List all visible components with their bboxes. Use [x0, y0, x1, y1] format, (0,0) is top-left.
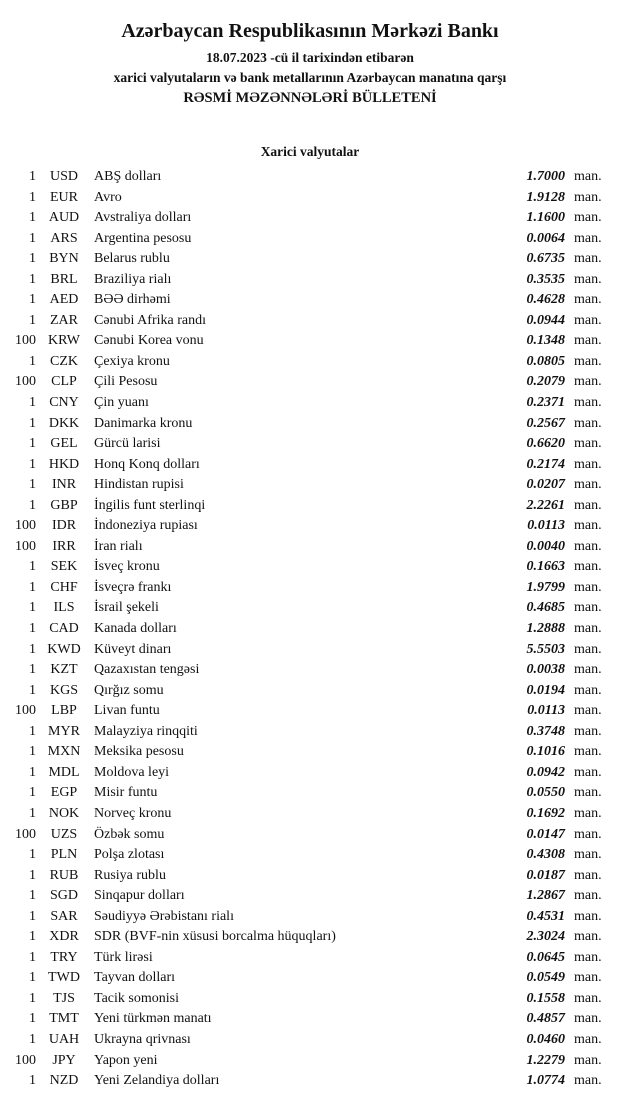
currency-name: Çin yuanı	[94, 395, 149, 411]
rate-row	[0, 290, 620, 311]
currency-name: Polşa zlotası	[94, 847, 165, 863]
rate-value: 0.4685	[526, 600, 565, 616]
currency-name: Avstraliya dolları	[94, 210, 192, 226]
currency-name: Ukrayna qrivnası	[94, 1031, 191, 1047]
rate-quantity: 1	[29, 805, 36, 821]
rate-value: 0.4628	[526, 292, 565, 308]
currency-code: MYR	[48, 723, 80, 739]
currency-code: LBP	[51, 703, 77, 719]
currency-name: Yeni türkmən manatı	[94, 1011, 212, 1027]
currency-name: Argentina pesosu	[94, 230, 192, 246]
rate-quantity: 1	[29, 929, 36, 945]
rate-value: 5.5503	[526, 641, 565, 657]
currency-code: USD	[49, 169, 78, 184]
rate-quantity: 1	[29, 662, 36, 678]
currency-code: CNY	[49, 395, 79, 411]
rate-value: 0.4308	[526, 847, 565, 863]
rate-value: 1.2279	[526, 1052, 565, 1068]
currency-code: AED	[49, 292, 79, 308]
unit-label: man.	[574, 415, 602, 431]
rate-quantity: 1	[29, 579, 36, 595]
rate-value: 0.4531	[526, 908, 565, 924]
rate-quantity: 100	[15, 826, 36, 842]
unit-label: man.	[574, 210, 602, 226]
currency-name: Yeni Zelandiya dolları	[94, 1073, 220, 1089]
currency-code: ARS	[50, 230, 78, 246]
unit-label: man.	[574, 230, 602, 246]
rate-row	[0, 825, 620, 846]
currency-code: KRW	[48, 333, 80, 349]
unit-label: man.	[574, 1011, 602, 1027]
unit-label: man.	[574, 477, 602, 493]
rate-value: 0.6735	[526, 251, 565, 267]
currency-name: Çexiya kronu	[94, 353, 170, 369]
rate-quantity: 1	[29, 785, 36, 801]
section-title-foreign-currencies: Xarici valyutalar	[260, 144, 360, 159]
unit-label: man.	[574, 374, 602, 390]
unit-label: man.	[574, 579, 602, 595]
rate-quantity: 1	[29, 908, 36, 924]
unit-label: man.	[574, 1031, 602, 1047]
rate-quantity: 1	[29, 723, 36, 739]
rate-quantity: 1	[29, 477, 36, 493]
currency-name: Qazaxıstan tengəsi	[94, 662, 200, 678]
rate-value: 0.1663	[526, 559, 565, 575]
rate-quantity: 100	[15, 538, 36, 554]
rate-quantity: 1	[29, 641, 36, 657]
rate-quantity: 1	[29, 230, 36, 246]
rate-value: 0.0064	[526, 230, 565, 246]
currency-code: UAH	[48, 1031, 80, 1047]
rate-value: 0.2174	[526, 456, 565, 472]
currency-code: AUD	[48, 210, 80, 226]
unit-label: man.	[574, 600, 602, 616]
rate-row	[0, 557, 620, 578]
rate-value: 0.0113	[527, 518, 565, 534]
rate-value: 0.0944	[526, 312, 565, 328]
rate-value: 0.3748	[526, 723, 565, 739]
currency-code: BRL	[50, 271, 78, 287]
unit-label: man.	[574, 1073, 602, 1089]
currency-name: Norveç kronu	[94, 805, 172, 821]
rate-row	[0, 578, 620, 599]
currency-code: ZAR	[50, 312, 78, 328]
rate-quantity: 1	[29, 744, 36, 760]
rate-row	[0, 927, 620, 948]
rate-value: 0.2079	[526, 374, 565, 390]
currency-code: TMT	[49, 1011, 79, 1027]
rate-row	[0, 414, 620, 435]
currency-name: Sinqapur dolları	[94, 888, 185, 904]
unit-label: man.	[574, 785, 602, 801]
rate-row	[0, 866, 620, 887]
currency-name: Türk lirəsi	[94, 949, 153, 965]
rate-row	[0, 455, 620, 476]
rate-row	[0, 167, 620, 188]
currency-code: CHF	[50, 579, 78, 595]
rate-value: 2.2261	[526, 497, 565, 513]
rate-quantity: 1	[29, 867, 36, 883]
currency-name: Livan funtu	[94, 703, 160, 719]
rate-value: 0.0460	[526, 1031, 565, 1047]
unit-label: man.	[574, 559, 602, 575]
currency-name: Çili Pesosu	[94, 374, 158, 390]
rate-quantity: 1	[29, 949, 36, 965]
rate-value: 0.0550	[526, 785, 565, 801]
rate-quantity: 1	[29, 353, 36, 369]
currency-code: NOK	[48, 805, 80, 821]
rate-value: 0.1348	[526, 333, 565, 349]
rate-row	[0, 537, 620, 558]
currency-code: SGD	[49, 888, 78, 904]
rate-row	[0, 208, 620, 229]
rate-quantity: 1	[29, 271, 36, 287]
unit-label: man.	[574, 826, 602, 842]
rate-quantity: 100	[15, 518, 36, 534]
currency-code: ILS	[53, 600, 75, 616]
unit-label: man.	[574, 682, 602, 698]
unit-label: man.	[574, 456, 602, 472]
rates-table	[0, 167, 620, 1092]
rate-row	[0, 640, 620, 661]
rate-row	[0, 989, 620, 1010]
rate-value: 1.1600	[526, 210, 565, 226]
currency-name: SDR (BVF-nin xüsusi borcalma hüquqları)	[94, 929, 336, 945]
bulletin-header	[0, 0, 620, 107]
rate-quantity: 1	[29, 169, 36, 184]
rate-row	[0, 619, 620, 640]
rate-quantity: 100	[15, 703, 36, 719]
currency-code: XDR	[49, 929, 79, 945]
unit-label: man.	[574, 333, 602, 349]
currency-code: TJS	[53, 990, 75, 1006]
rate-row	[0, 968, 620, 989]
rate-value: 1.2867	[526, 888, 565, 904]
currency-code: EUR	[50, 189, 78, 205]
rate-quantity: 1	[29, 1073, 36, 1089]
rate-row	[0, 763, 620, 784]
rate-value: 0.0040	[526, 538, 565, 554]
rate-row	[0, 496, 620, 517]
unit-label: man.	[574, 867, 602, 883]
rate-value: 0.0113	[527, 703, 565, 719]
rate-quantity: 1	[29, 210, 36, 226]
currency-code: INR	[51, 477, 77, 493]
currency-name: Braziliya rialı	[94, 271, 172, 287]
unit-label: man.	[574, 990, 602, 1006]
unit-label: man.	[574, 538, 602, 554]
unit-label: man.	[574, 929, 602, 945]
rate-value: 0.0805	[526, 353, 565, 369]
unit-label: man.	[574, 621, 602, 637]
currency-name: Səudiyyə Ərəbistanı rialı	[94, 908, 234, 924]
currency-name: Belarus rublu	[94, 251, 170, 267]
unit-label: man.	[574, 744, 602, 760]
rate-row	[0, 393, 620, 414]
currency-name: ABŞ dolları	[94, 169, 162, 184]
currency-code: RUB	[49, 867, 79, 883]
rate-value: 1.9128	[526, 189, 565, 205]
unit-label: man.	[574, 662, 602, 678]
currency-code: KWD	[47, 641, 81, 657]
rate-row	[0, 475, 620, 496]
unit-label: man.	[574, 395, 602, 411]
rate-value: 1.2888	[526, 621, 565, 637]
rate-row	[0, 1051, 620, 1072]
currency-code: MXN	[47, 744, 81, 760]
rate-quantity: 1	[29, 251, 36, 267]
rate-value: 0.2371	[526, 395, 565, 411]
rate-row	[0, 701, 620, 722]
unit-label: man.	[574, 312, 602, 328]
rate-quantity: 1	[29, 189, 36, 205]
currency-name: İsveçrə frankı	[94, 579, 172, 595]
rate-row	[0, 229, 620, 250]
currency-code: UZS	[50, 826, 78, 842]
currency-code: HKD	[48, 456, 80, 472]
rate-row	[0, 907, 620, 928]
currency-name: İndoneziya rupiası	[94, 518, 198, 534]
currency-code: SAR	[50, 908, 78, 924]
currency-code: GBP	[50, 497, 78, 513]
rate-value: 0.6620	[526, 436, 565, 452]
unit-label: man.	[574, 189, 602, 205]
rate-value: 0.1558	[526, 990, 565, 1006]
rate-quantity: 1	[29, 621, 36, 637]
rate-quantity: 1	[29, 395, 36, 411]
rate-value: 0.0147	[526, 826, 565, 842]
rate-value: 0.0207	[526, 477, 565, 493]
rate-row	[0, 1009, 620, 1030]
currency-name: Honq Konq dolları	[94, 456, 200, 472]
rate-quantity: 1	[29, 847, 36, 863]
currency-name: İsrail şekeli	[94, 600, 159, 616]
currency-name: Hindistan rupisi	[94, 477, 184, 493]
currency-name: Özbək somu	[94, 826, 165, 842]
rate-row	[0, 188, 620, 209]
currency-name: İngilis funt sterlinqi	[94, 497, 206, 513]
currency-name: Kanada dolları	[94, 621, 177, 637]
rate-quantity: 1	[29, 764, 36, 780]
rate-quantity: 1	[29, 436, 36, 452]
currency-code: NZD	[49, 1073, 79, 1089]
rate-value: 1.9799	[526, 579, 565, 595]
rate-quantity: 1	[29, 970, 36, 986]
unit-label: man.	[574, 908, 602, 924]
unit-label: man.	[574, 970, 602, 986]
currency-code: CAD	[49, 621, 79, 637]
unit-label: man.	[574, 949, 602, 965]
currency-name: Küveyt dinarı	[94, 641, 172, 657]
unit-label: man.	[574, 888, 602, 904]
unit-label: man.	[574, 847, 602, 863]
rate-row	[0, 1071, 620, 1092]
currency-code: KZT	[50, 662, 78, 678]
rate-value: 2.3024	[526, 929, 565, 945]
rate-row	[0, 886, 620, 907]
unit-label: man.	[574, 251, 602, 267]
rate-quantity: 100	[15, 333, 36, 349]
currency-code: IRR	[52, 538, 76, 554]
rate-value: 0.0645	[526, 949, 565, 965]
unit-label: man.	[574, 641, 602, 657]
unit-label: man.	[574, 497, 602, 513]
rate-value: 0.3535	[526, 271, 565, 287]
currency-name: Tayvan dolları	[94, 970, 176, 986]
unit-label: man.	[574, 292, 602, 308]
rate-value: 0.0187	[526, 867, 565, 883]
currency-name: Meksika pesosu	[94, 744, 184, 760]
unit-label: man.	[574, 353, 602, 369]
currency-name: Cənubi Korea vonu	[94, 333, 204, 349]
unit-label: man.	[574, 703, 602, 719]
rate-quantity: 1	[29, 292, 36, 308]
rate-value: 0.0549	[526, 970, 565, 986]
rate-quantity: 1	[29, 600, 36, 616]
currency-name: İran rialı	[94, 538, 143, 554]
unit-label: man.	[574, 1052, 602, 1068]
rate-quantity: 1	[29, 312, 36, 328]
currency-name: Rusiya rublu	[94, 867, 166, 883]
rate-row	[0, 516, 620, 537]
rate-row	[0, 249, 620, 270]
rate-row	[0, 722, 620, 743]
rate-quantity: 100	[15, 1052, 36, 1068]
currency-name: Gürcü larisi	[94, 436, 161, 452]
rate-row	[0, 372, 620, 393]
rate-quantity: 1	[29, 888, 36, 904]
rate-value: 1.0774	[526, 1073, 565, 1089]
rate-quantity: 1	[29, 990, 36, 1006]
bulletin-title: RƏSMİ MƏZƏNNƏLƏRİ BÜLLETENİ	[183, 90, 437, 106]
rate-value: 0.1692	[526, 805, 565, 821]
currency-name: Misir funtu	[94, 785, 158, 801]
rate-quantity: 1	[29, 456, 36, 472]
currency-code: TRY	[50, 949, 78, 965]
rate-row	[0, 331, 620, 352]
rate-row	[0, 270, 620, 291]
currency-name: Yapon yeni	[94, 1052, 158, 1068]
rate-quantity: 1	[29, 1011, 36, 1027]
currency-name: Avro	[94, 189, 122, 205]
currency-name: Cənubi Afrika randı	[94, 312, 206, 328]
currency-code: MDL	[48, 764, 80, 780]
currency-name: Malayziya rinqqiti	[94, 723, 198, 739]
rate-row	[0, 804, 620, 825]
rate-row	[0, 352, 620, 373]
currency-code: PLN	[50, 847, 78, 863]
rate-quantity: 1	[29, 682, 36, 698]
unit-label: man.	[574, 723, 602, 739]
currency-code: CZK	[50, 353, 78, 369]
unit-label: man.	[574, 764, 602, 780]
rate-row	[0, 783, 620, 804]
currency-code: CLP	[51, 374, 77, 390]
currency-code: JPY	[52, 1052, 76, 1068]
unit-label: man.	[574, 169, 602, 184]
unit-label: man.	[574, 271, 602, 287]
currency-name: BƏƏ dirhəmi	[94, 292, 171, 308]
rate-row	[0, 660, 620, 681]
bulletin-subtitle: xarici valyutaların və bank metallarının Azərbaycan manatına qarşı	[113, 70, 507, 85]
rate-quantity: 100	[15, 374, 36, 390]
currency-code: BYN	[49, 251, 79, 267]
rate-row	[0, 311, 620, 332]
rate-row	[0, 434, 620, 455]
currency-code: IDR	[51, 518, 77, 534]
rate-quantity: 1	[29, 559, 36, 575]
rate-row	[0, 681, 620, 702]
rate-row	[0, 598, 620, 619]
rate-value: 0.0194	[526, 682, 565, 698]
rate-quantity: 1	[29, 1031, 36, 1047]
rate-quantity: 1	[29, 497, 36, 513]
currency-name: Moldova leyi	[94, 764, 170, 780]
currency-code: GEL	[50, 436, 78, 452]
currency-code: KGS	[49, 682, 78, 698]
rate-value: 0.2567	[526, 415, 565, 431]
rate-row	[0, 845, 620, 866]
rate-row	[0, 1030, 620, 1051]
unit-label: man.	[574, 436, 602, 452]
currency-name: Qırğız somu	[94, 682, 164, 698]
effective-date-line: 18.07.2023 -cü il tarixindən etibarən	[206, 50, 414, 65]
unit-label: man.	[574, 805, 602, 821]
rate-row	[0, 948, 620, 969]
bank-name: Azərbaycan Respublikasının Mərkəzi Bankı	[121, 20, 499, 42]
currency-code: DKK	[48, 415, 80, 431]
rate-value: 0.0942	[526, 764, 565, 780]
currency-code: SEK	[50, 559, 78, 575]
rate-row	[0, 742, 620, 763]
currency-code: EGP	[50, 785, 78, 801]
currency-name: İsveç kronu	[94, 559, 160, 575]
rate-value: 0.1016	[526, 744, 565, 760]
currency-name: Tacik somonisi	[94, 990, 179, 1006]
rate-value: 0.4857	[526, 1011, 565, 1027]
rate-value: 1.7000	[526, 169, 565, 184]
rate-quantity: 1	[29, 415, 36, 431]
rate-value: 0.0038	[526, 662, 565, 678]
currency-code: TWD	[48, 970, 80, 986]
currency-name: Danimarka kronu	[94, 415, 193, 431]
unit-label: man.	[574, 518, 602, 534]
